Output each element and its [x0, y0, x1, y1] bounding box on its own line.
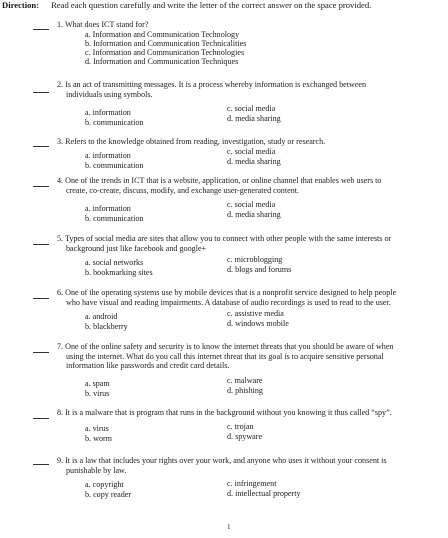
- answer-blank-9[interactable]: [33, 464, 49, 465]
- option: b. virus: [85, 389, 110, 398]
- option: a. information: [85, 108, 131, 117]
- option: d. media sharing: [227, 210, 281, 219]
- option: d. windows mobile: [227, 319, 289, 328]
- option: a. android: [85, 312, 118, 321]
- directions: [2, 0, 371, 10]
- question-stem: 5. Types of social media are sites that allow you to connect with other people with the same interests or background just like facebook and google+: [57, 234, 392, 253]
- question-stem: 1. What does ICT stand for?: [57, 20, 149, 29]
- answer-blank-5[interactable]: [33, 244, 49, 245]
- option: d. spyware: [227, 432, 263, 441]
- option: a. information: [85, 204, 131, 213]
- option: b. copy reader: [85, 490, 132, 499]
- option: d. Information and Communication Techniques: [85, 57, 239, 66]
- option: c. assistive media: [227, 309, 284, 318]
- question-stem: 9. It is a law that includes your rights over your work, and anyone who uses it without your consent is punishable by law.: [57, 456, 387, 475]
- option: b. worm: [85, 434, 112, 443]
- question-stem: 8. It is a malware that is program that runs in the background without you knowing it thus called “spy”.: [57, 408, 392, 417]
- option: b. communication: [85, 161, 144, 170]
- option: b. communication: [85, 118, 144, 127]
- answer-blank-1[interactable]: [33, 29, 49, 30]
- option: c. microblogging: [227, 255, 283, 264]
- question-stem: 7. One of the online safety and security is to know the internet threats that you should be aware of when using the internet. What do you call this internet threat that its goal is to acquire sensitive personal information like passwords and credit card details.: [57, 342, 394, 371]
- question-stem: 6. One of the operating systems use by mobile devices that is a nonprofit service designed to help people who have visual and reading impairments. A database of audio recordings is used to read to the user.: [57, 288, 397, 307]
- option: b. bookmarking sites: [85, 268, 153, 277]
- question-stem: 3. Refers to the knowledge obtained from reading, investigation, study or research.: [57, 137, 326, 146]
- option: c. social media: [227, 147, 276, 156]
- option: c. social media: [227, 104, 276, 113]
- option: c. infringement: [227, 479, 277, 488]
- option: b. communication: [85, 214, 144, 223]
- option: c. malware: [227, 376, 263, 385]
- option: a. spam: [85, 379, 110, 388]
- option: d. media sharing: [227, 114, 281, 123]
- directions-label: Direction:: [2, 0, 40, 10]
- option: c. trojan: [227, 422, 254, 431]
- question-stem: 4. One of the trends in ICT that is a website, application, or online channel that enables web users to create, co-create, discuss, modify, and exchange user-generated content.: [57, 176, 382, 195]
- option: d. media sharing: [227, 157, 281, 166]
- page-number: 1: [227, 523, 231, 531]
- option: d. intellectual property: [227, 489, 301, 498]
- option: a. information: [85, 151, 131, 160]
- answer-blank-2[interactable]: [33, 92, 49, 93]
- answer-blank-7[interactable]: [33, 352, 49, 353]
- option: b. Information and Communication Technicalities: [85, 39, 247, 48]
- option: a. copyright: [85, 480, 124, 489]
- answer-blank-8[interactable]: [33, 418, 49, 419]
- directions-text: Read each question carefully and write the letter of the correct answer on the space provided.: [51, 0, 372, 10]
- option: d. blogs and forums: [227, 265, 292, 274]
- option: c. social media: [227, 200, 276, 209]
- option: a. virus: [85, 424, 109, 433]
- option: c. Information and Communication Technologies: [85, 48, 245, 57]
- answer-blank-3[interactable]: [33, 146, 49, 147]
- answer-blank-6[interactable]: [33, 298, 49, 299]
- option: a. Information and Communication Technology: [85, 30, 240, 39]
- question-stem: 2. Is an act of transmitting messages. It is a process whereby information is exchanged between individuals using symbols.: [57, 80, 367, 99]
- option: a. social networks: [85, 258, 144, 267]
- option: b. blackberry: [85, 322, 128, 331]
- answer-blank-4[interactable]: [33, 186, 49, 187]
- option: d. phishing: [227, 386, 263, 395]
